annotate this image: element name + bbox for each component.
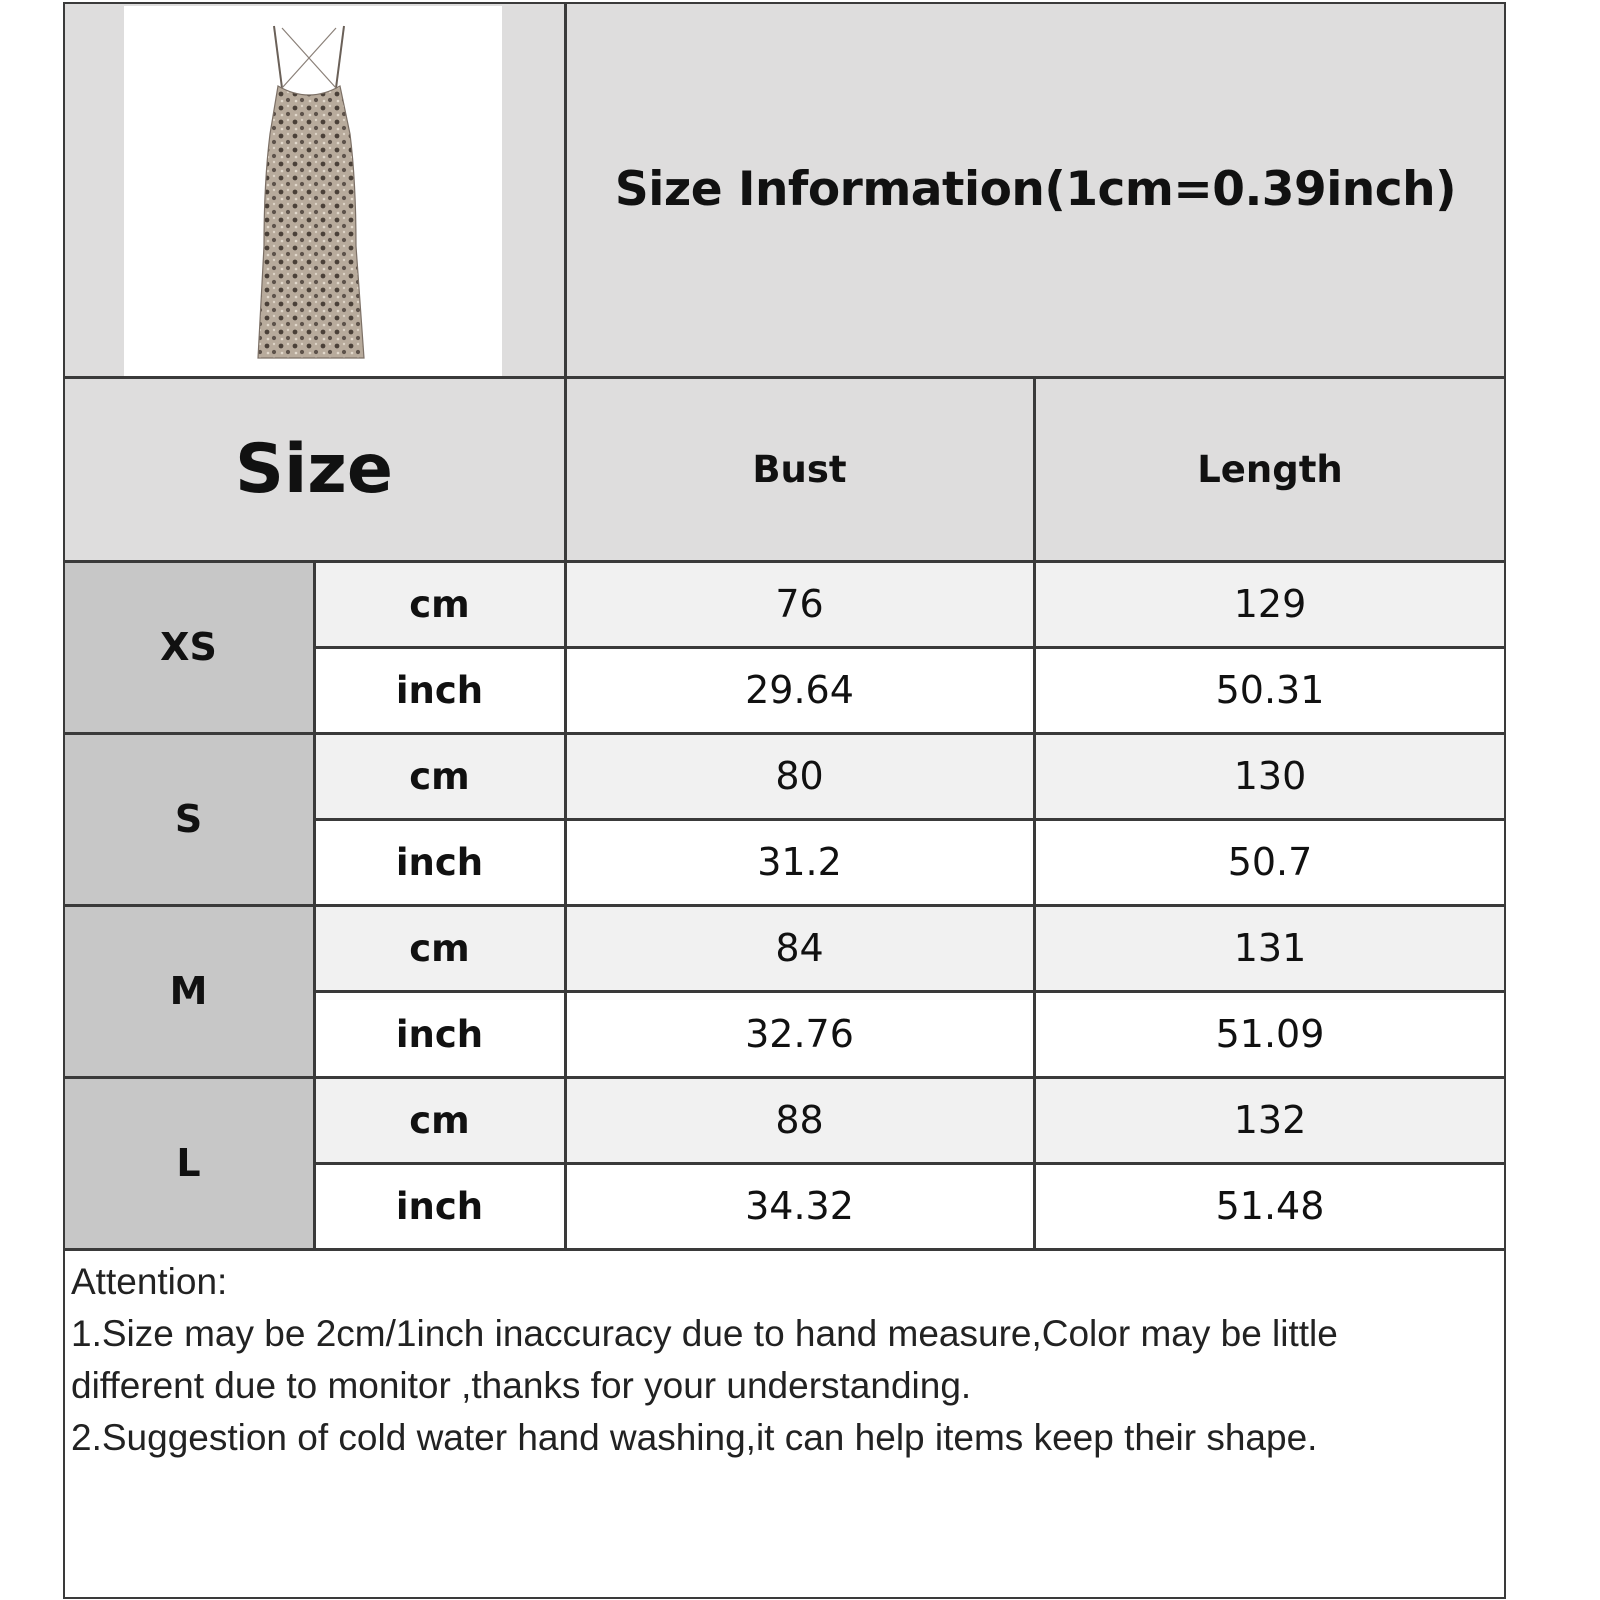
divider <box>63 376 1506 379</box>
divider <box>63 732 1506 735</box>
divider <box>1504 2 1506 1599</box>
length-value: 131 <box>1034 905 1506 991</box>
size-label-s: S <box>63 733 314 905</box>
divider <box>63 904 1506 907</box>
dress-illustration <box>124 6 502 376</box>
bust-value: 34.32 <box>565 1163 1034 1249</box>
bust-value: 29.64 <box>565 647 1034 733</box>
divider <box>63 1076 1506 1079</box>
divider <box>314 1162 1506 1165</box>
bust-value: 84 <box>565 905 1034 991</box>
product-image <box>124 6 502 376</box>
note-line: 1.Size may be 2cm/1inch inaccuracy due to hand measure,Color may be little <box>71 1313 1338 1354</box>
divider <box>564 2 567 1250</box>
divider <box>63 560 1506 563</box>
unit-label: cm <box>314 1077 565 1163</box>
size-chart <box>63 2 1506 1599</box>
size-column-header: Size <box>63 377 565 561</box>
size-label-l: L <box>63 1077 314 1249</box>
unit-label: inch <box>314 647 565 733</box>
bust-value: 80 <box>565 733 1034 819</box>
bust-value: 31.2 <box>565 819 1034 905</box>
length-value: 50.31 <box>1034 647 1506 733</box>
bust-column-header: Bust <box>565 377 1034 561</box>
unit-label: cm <box>314 561 565 647</box>
unit-label: inch <box>314 819 565 905</box>
length-value: 129 <box>1034 561 1506 647</box>
divider <box>63 2 1506 4</box>
length-value: 130 <box>1034 733 1506 819</box>
bust-value: 76 <box>565 561 1034 647</box>
note-line: 2.Suggestion of cold water hand washing,it can help items keep their shape. <box>71 1417 1318 1458</box>
divider <box>1033 377 1036 1250</box>
length-value: 51.48 <box>1034 1163 1506 1249</box>
notes-heading: Attention: <box>71 1261 228 1302</box>
divider <box>314 990 1506 993</box>
divider <box>313 561 316 1250</box>
size-label-m: M <box>63 905 314 1077</box>
length-column-header: Length <box>1034 377 1506 561</box>
divider <box>63 1597 1506 1599</box>
unit-label: inch <box>314 1163 565 1249</box>
divider <box>314 646 1506 649</box>
bust-value: 32.76 <box>565 991 1034 1077</box>
divider <box>314 818 1506 821</box>
unit-label: cm <box>314 905 565 991</box>
length-value: 132 <box>1034 1077 1506 1163</box>
size-label-xs: XS <box>63 561 314 733</box>
unit-label: inch <box>314 991 565 1077</box>
divider <box>63 2 65 1599</box>
length-value: 51.09 <box>1034 991 1506 1077</box>
bust-value: 88 <box>565 1077 1034 1163</box>
divider <box>63 1248 1506 1251</box>
size-info-title: Size Information(1cm=0.39inch) <box>565 2 1506 377</box>
note-line: different due to monitor ,thanks for your understanding. <box>71 1365 972 1406</box>
attention-notes <box>71 1256 1491 1464</box>
length-value: 50.7 <box>1034 819 1506 905</box>
unit-label: cm <box>314 733 565 819</box>
